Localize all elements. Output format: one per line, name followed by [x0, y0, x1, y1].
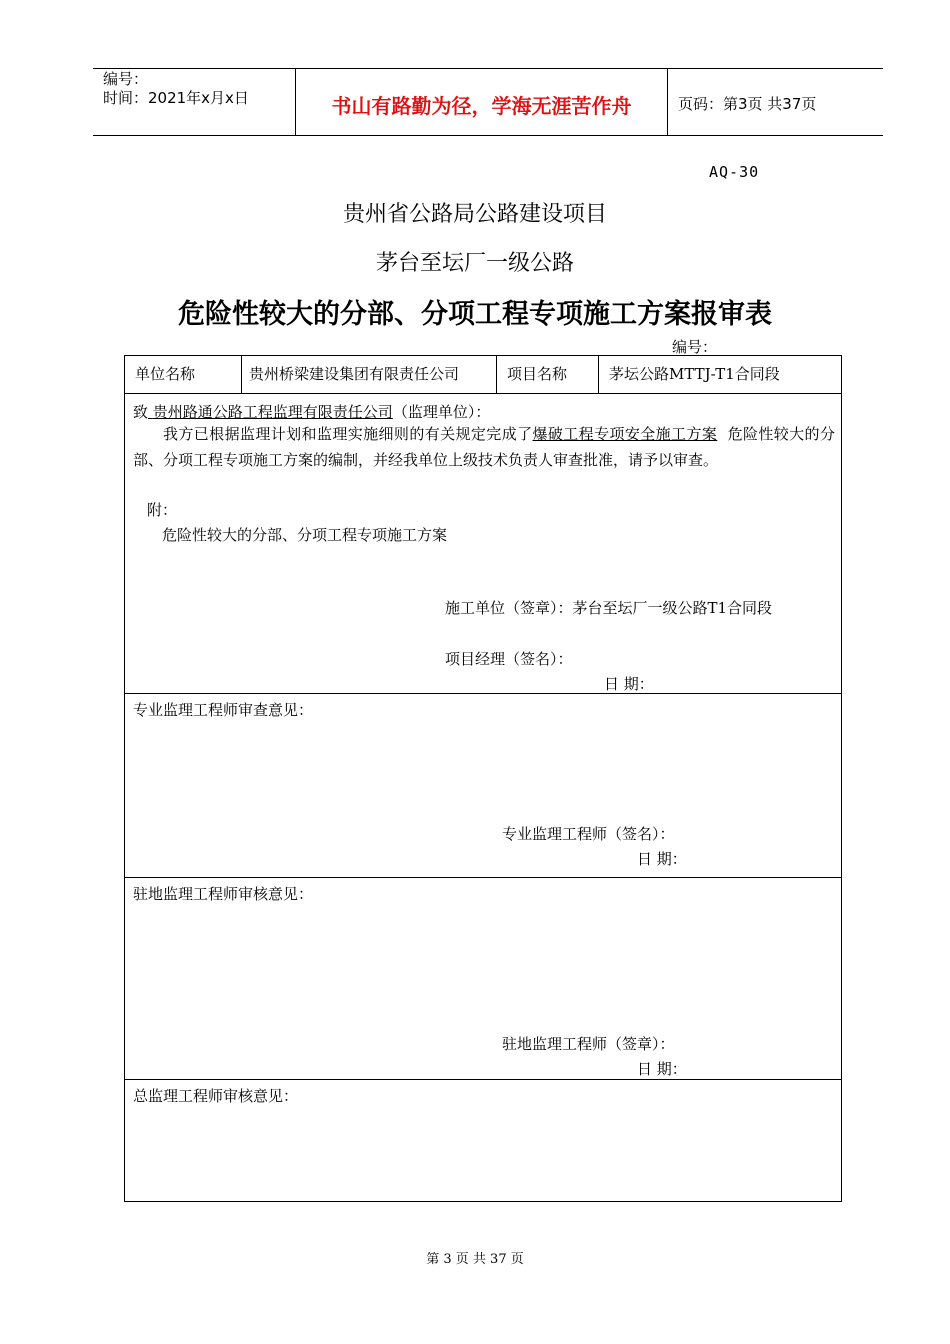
addressee-suffix: （监理单位）：: [392, 403, 491, 421]
addressee-company: 贵州路通公路工程监理有限责任公司: [152, 403, 393, 421]
header-doc-number: 编号：: [103, 70, 149, 88]
row-divider: [125, 693, 841, 694]
cell-divider: [496, 356, 497, 393]
approval-form-table: [124, 355, 842, 1202]
resident-review-title: 驻地监理工程师审核意见：: [133, 885, 314, 903]
chief-review-title: 总监理工程师审核意见：: [133, 1087, 299, 1105]
engineer-date: 日 期：: [637, 850, 687, 868]
resident-date: 日 期：: [637, 1060, 687, 1078]
header-motto: 书山有路勤为径，学海无涯苦作舟: [331, 94, 632, 118]
title-project: 茅台至坛厂一级公路: [375, 251, 574, 276]
header-top-rule: [93, 68, 883, 69]
attachment-label: 附：: [147, 501, 178, 519]
cell-divider: [598, 356, 599, 393]
project-manager-signature: 项目经理（签名）：: [445, 650, 573, 668]
plan-name: 爆破工程专项安全施工方案: [532, 425, 718, 443]
contractor-signature: 施工单位（签章）：茅台至坛厂一级公路T1合同段: [445, 599, 773, 617]
addressee-prefix: 致: [133, 403, 149, 421]
addressee-line: [133, 401, 490, 422]
page-footer: 第 3 页 共 37 页: [426, 1252, 524, 1267]
engineer-review-title: 专业监理工程师审查意见：: [133, 701, 314, 719]
header-divider: [667, 68, 668, 136]
row-divider: [125, 1079, 841, 1080]
form-code: AQ-30: [709, 163, 760, 181]
row-divider: [125, 393, 841, 394]
resident-signature: 驻地监理工程师（签章）：: [502, 1035, 675, 1053]
header-page-info: 页码：第3页 共37页: [678, 95, 817, 113]
submission-date: 日 期：: [604, 675, 654, 693]
unit-name-value: 贵州桥梁建设集团有限责任公司: [249, 365, 460, 383]
header-meta: [103, 70, 249, 108]
title-organization: 贵州省公路局公路建设项目: [342, 202, 607, 227]
doc-number-label: 编号：: [672, 338, 718, 356]
submission-body: 我方已根据监理计划和监理实施细则的有关规定完成了爆破工程专项安全施工方案 危险性较大的分部、分项工程专项施工方案的编制，并经我单位上级技术负责人审查批准，请予以审查。: [133, 425, 835, 469]
cell-divider: [241, 356, 242, 393]
page-title: 危险性较大的分部、分项工程专项施工方案报审表: [178, 299, 772, 330]
attachment-item: 危险性较大的分部、分项工程专项施工方案: [162, 526, 448, 544]
project-name-label: 项目名称: [507, 365, 568, 383]
header-bottom-rule: [93, 135, 883, 136]
engineer-signature: 专业监理工程师（签名）：: [502, 825, 675, 843]
header-time: 时间：2021年x月x日: [103, 89, 249, 107]
unit-name-label: 单位名称: [135, 365, 196, 383]
row-divider: [125, 877, 841, 878]
project-name-value: 茅坛公路MTTJ-T1合同段: [609, 365, 780, 383]
